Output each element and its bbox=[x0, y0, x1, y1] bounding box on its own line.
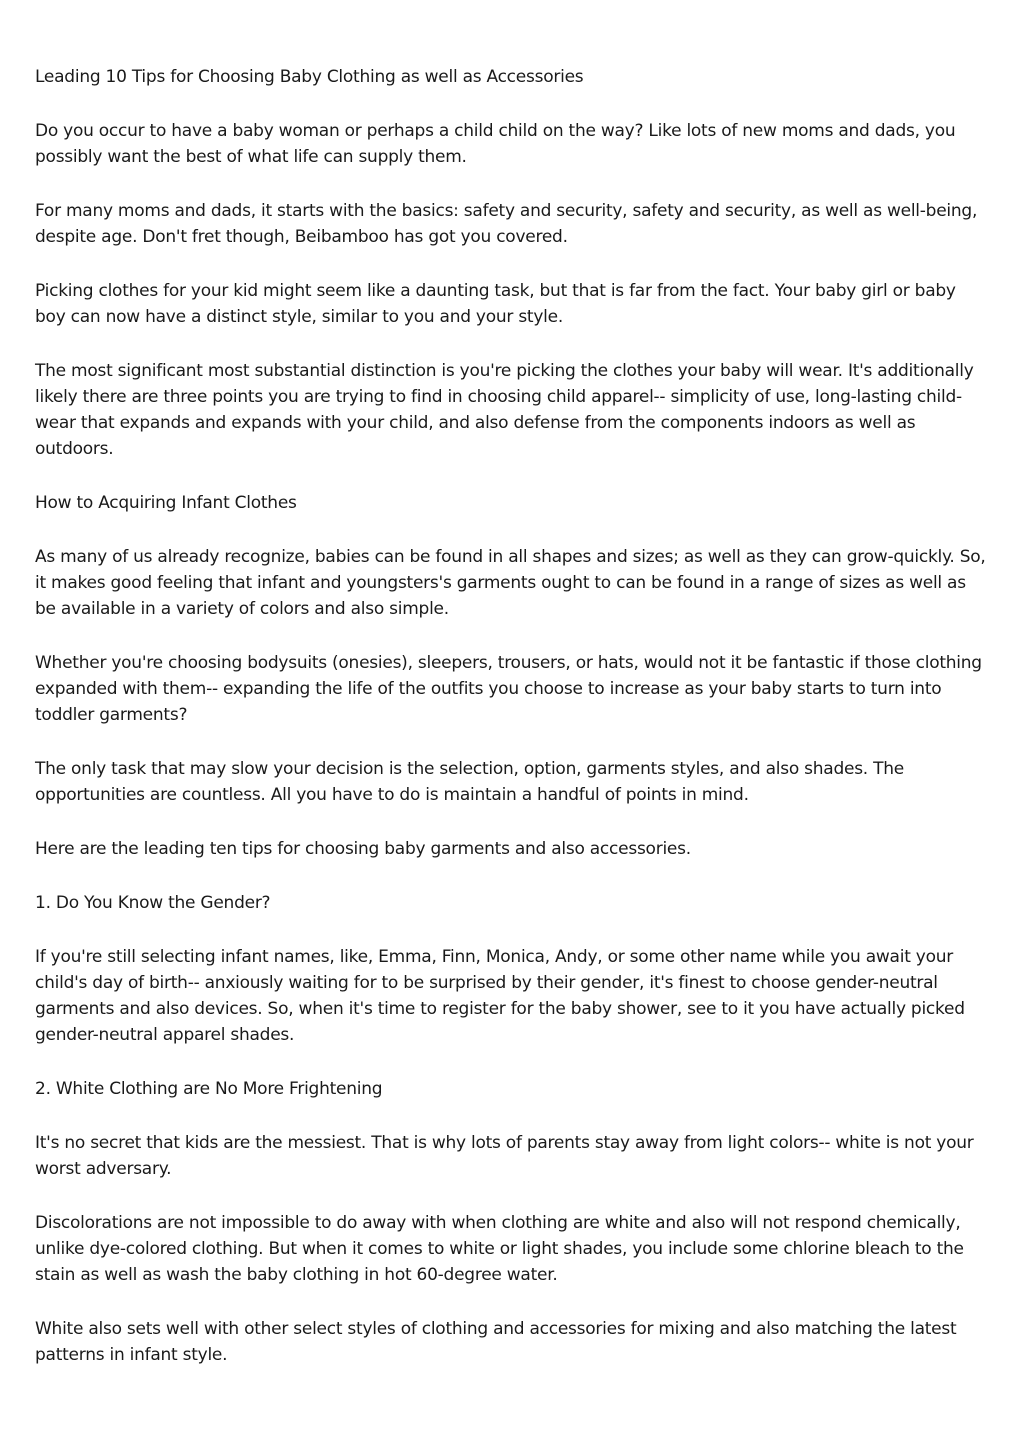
paragraph: The most significant most substantial distinction is you're picking the clothes your baby will wear. It's additionally likely there are three points you are trying to find in choosing child apparel-- simplicity of use, long-lasting child-wear that expands and expands with your child, and also defense from the components indoors as well as outdoors. bbox=[35, 361, 974, 459]
document-title: Leading 10 Tips for Choosing Baby Clothing as well as Accessories bbox=[35, 67, 584, 87]
paragraph: Picking clothes for your kid might seem like a daunting task, but that is far from the fact. Your baby girl or baby boy can now have a distinct style, similar to you and your style. bbox=[35, 281, 956, 327]
paragraph: Discolorations are not impossible to do away with when clothing are white and also will not respond chemically, unlike dye-colored clothing. But when it comes to white or light shades, you include some chlorine bleach to the stain as well as wash the baby clothing in hot 60-degree water. bbox=[35, 1213, 964, 1285]
section-heading: 2. White Clothing are No More Frightening bbox=[35, 1079, 383, 1099]
document-page bbox=[35, 64, 987, 1396]
paragraph: It's no secret that kids are the messiest. That is why lots of parents stay away from light colors-- white is not your worst adversary. bbox=[35, 1133, 974, 1179]
section-heading: 1. Do You Know the Gender? bbox=[35, 893, 271, 913]
paragraph: The only task that may slow your decision is the selection, option, garments styles, and also shades. The opportunities are countless. All you have to do is maintain a handful of points in mind. bbox=[35, 759, 904, 805]
paragraph: White also sets well with other select styles of clothing and accessories for mixing and also matching the latest patterns in infant style. bbox=[35, 1319, 957, 1365]
paragraph: As many of us already recognize, babies can be found in all shapes and sizes; as well as they can grow-quickly. So, it makes good feeling that infant and youngsters's garments ought to can be found in a range of sizes as well as be available in a variety of colors and also simple. bbox=[35, 547, 986, 619]
paragraph: Here are the leading ten tips for choosing baby garments and also accessories. bbox=[35, 839, 691, 859]
paragraph: Whether you're choosing bodysuits (onesies), sleepers, trousers, or hats, would not it be fantastic if those clothing expanded with them-- expanding the life of the outfits you choose to increase as your baby starts to turn into toddler garments? bbox=[35, 653, 982, 725]
paragraph: If you're still selecting infant names, like, Emma, Finn, Monica, Andy, or some other name while you await your child's day of birth-- anxiously waiting for to be surprised by their gender, it's finest to choose gender-neutral garments and also devices. So, when it's time to register for the baby shower, see to it you have actually picked gender-neutral apparel shades. bbox=[35, 947, 965, 1045]
paragraph: Do you occur to have a baby woman or perhaps a child child on the way? Like lots of new moms and dads, you possibly want the best of what life can supply them. bbox=[35, 121, 956, 167]
paragraph: For many moms and dads, it starts with the basics: safety and security, safety and security, as well as well-being, despite age. Don't fret though, Beibamboo has got you covered. bbox=[35, 201, 978, 247]
section-heading: How to Acquiring Infant Clothes bbox=[35, 493, 297, 513]
